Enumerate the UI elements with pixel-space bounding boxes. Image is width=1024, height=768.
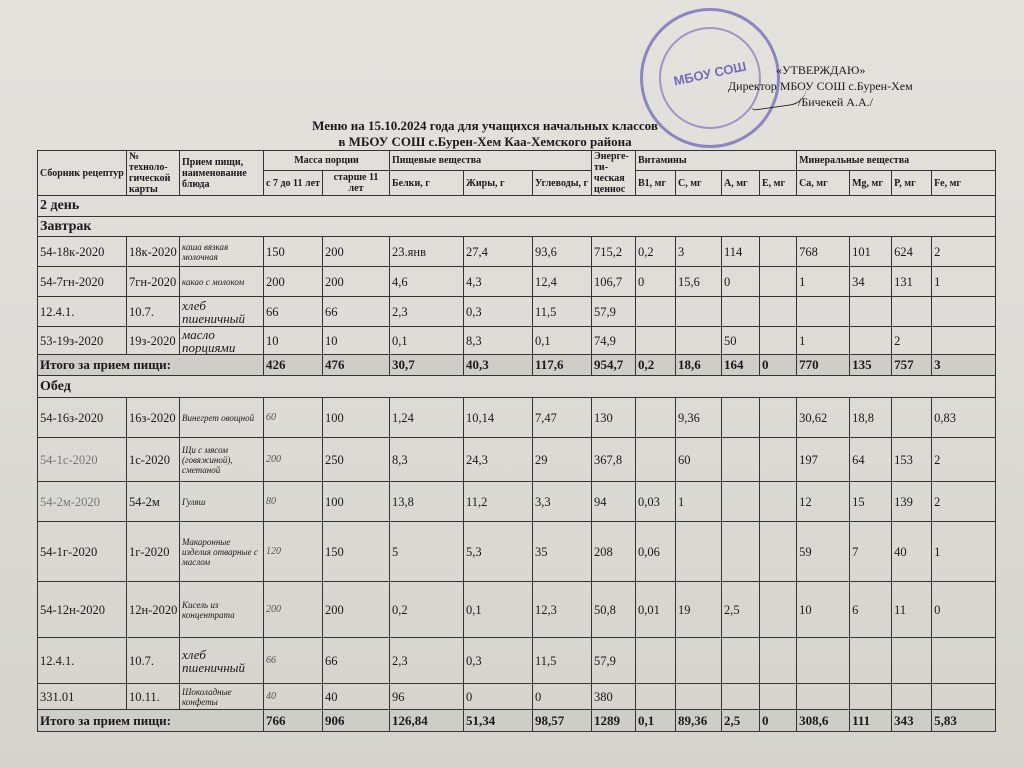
- seal-text: МБОУ СОШ: [672, 58, 748, 89]
- header-portion-mass: Масса порции: [264, 151, 390, 171]
- cell-m2: 200: [323, 237, 390, 267]
- cell-energy: 715,2: [592, 237, 636, 267]
- breakfast-total-row: [38, 355, 996, 376]
- cell-dish: масло порциями: [180, 327, 264, 355]
- cell-card: 12н-2020: [127, 582, 180, 638]
- total-c: 18,6: [676, 355, 722, 376]
- cell-m2: 200: [323, 582, 390, 638]
- cell-c: [676, 297, 722, 327]
- cell-ca: 10: [797, 582, 850, 638]
- total-label: Итого за прием пищи:: [38, 355, 264, 376]
- cell-p: [892, 297, 932, 327]
- cell-dish: хлеб пшеничный: [180, 638, 264, 684]
- cell-dish: каша вязкая молочная: [180, 237, 264, 267]
- cell-fe: 0,83: [932, 398, 996, 438]
- cell-mg: 15: [850, 482, 892, 522]
- cell-p: 2: [892, 327, 932, 355]
- cell-b1: [636, 297, 676, 327]
- cell-e: [760, 482, 797, 522]
- cell-carb: 3,3: [533, 482, 592, 522]
- cell-energy: 130: [592, 398, 636, 438]
- cell-ca: 59: [797, 522, 850, 582]
- cell-energy: 74,9: [592, 327, 636, 355]
- cell-a: [722, 638, 760, 684]
- header-collection: Сборник рецептур: [38, 151, 127, 196]
- table-row: [38, 398, 996, 438]
- cell-card: 10.7.: [127, 297, 180, 327]
- approval-name: /Бичекей А.А./: [798, 95, 873, 109]
- cell-dish: Винегрет овощной: [180, 398, 264, 438]
- cell-m1: 200: [264, 267, 323, 297]
- total-m2: 476: [323, 355, 390, 376]
- total-prot: 126,84: [390, 710, 464, 732]
- cell-fat: 4,3: [464, 267, 533, 297]
- cell-a: [722, 398, 760, 438]
- cell-prot: 0,2: [390, 582, 464, 638]
- cell-e: [760, 297, 797, 327]
- total-energy: 1289: [592, 710, 636, 732]
- cell-m1: 40: [264, 684, 323, 710]
- cell-collection: 54-2м-2020: [38, 482, 127, 522]
- header-energy: Энерге-ти-ческая ценнос: [592, 151, 636, 196]
- cell-card: 1с-2020: [127, 438, 180, 482]
- cell-fat: 5,3: [464, 522, 533, 582]
- cell-mg: 6: [850, 582, 892, 638]
- total-b1: 0,2: [636, 355, 676, 376]
- cell-m1: 200: [264, 438, 323, 482]
- cell-collection: 54-16з-2020: [38, 398, 127, 438]
- cell-p: 40: [892, 522, 932, 582]
- cell-dish: Гуляш: [180, 482, 264, 522]
- cell-fe: 2: [932, 482, 996, 522]
- cell-carb: 11,5: [533, 297, 592, 327]
- cell-p: 624: [892, 237, 932, 267]
- cell-fe: 1: [932, 267, 996, 297]
- cell-e: [760, 267, 797, 297]
- total-m2: 906: [323, 710, 390, 732]
- cell-mg: [850, 297, 892, 327]
- cell-m2: 100: [323, 482, 390, 522]
- cell-c: [676, 638, 722, 684]
- cell-fat: 10,14: [464, 398, 533, 438]
- header-portion-11plus: старше 11 лет: [323, 171, 390, 196]
- total-energy: 954,7: [592, 355, 636, 376]
- header-mg: Mg, мг: [850, 171, 892, 196]
- total-fat: 51,34: [464, 710, 533, 732]
- table-row: [38, 267, 996, 297]
- cell-collection: 54-12н-2020: [38, 582, 127, 638]
- cell-b1: 0,01: [636, 582, 676, 638]
- day-row: [38, 196, 996, 217]
- table-row: [38, 438, 996, 482]
- table-row: [38, 482, 996, 522]
- cell-fat: 0,3: [464, 638, 533, 684]
- cell-c: [676, 522, 722, 582]
- cell-card: 18к-2020: [127, 237, 180, 267]
- header-c: C, мг: [676, 171, 722, 196]
- cell-a: 114: [722, 237, 760, 267]
- cell-m2: 10: [323, 327, 390, 355]
- cell-fe: 0: [932, 582, 996, 638]
- cell-c: [676, 327, 722, 355]
- total-fe: 5,83: [932, 710, 996, 732]
- total-carb: 98,57: [533, 710, 592, 732]
- table-row: [38, 638, 996, 684]
- cell-a: [722, 297, 760, 327]
- cell-m1: 150: [264, 237, 323, 267]
- cell-carb: 0,1: [533, 327, 592, 355]
- header-row-1: [38, 151, 996, 171]
- lunch-total-row: [38, 710, 996, 732]
- cell-c: [676, 684, 722, 710]
- cell-m1: 200: [264, 582, 323, 638]
- header-e: E, мг: [760, 171, 797, 196]
- cell-prot: 4,6: [390, 267, 464, 297]
- cell-fe: 2: [932, 438, 996, 482]
- cell-card: 7гн-2020: [127, 267, 180, 297]
- cell-e: [760, 327, 797, 355]
- lunch-label: Обед: [38, 376, 996, 398]
- cell-prot: 1,24: [390, 398, 464, 438]
- header-dish: Прием пищи, наименование блюда: [180, 151, 264, 196]
- header-proteins: Белки, г: [390, 171, 464, 196]
- cell-ca: [797, 684, 850, 710]
- total-m1: 766: [264, 710, 323, 732]
- cell-a: 50: [722, 327, 760, 355]
- cell-a: [722, 522, 760, 582]
- cell-a: [722, 438, 760, 482]
- cell-carb: 11,5: [533, 638, 592, 684]
- cell-collection: 12.4.1.: [38, 297, 127, 327]
- total-m1: 426: [264, 355, 323, 376]
- cell-m1: 66: [264, 297, 323, 327]
- cell-fat: 8,3: [464, 327, 533, 355]
- cell-a: [722, 482, 760, 522]
- cell-b1: [636, 638, 676, 684]
- cell-energy: 208: [592, 522, 636, 582]
- cell-mg: [850, 684, 892, 710]
- cell-b1: 0,2: [636, 237, 676, 267]
- header-vitamins: Витамины: [636, 151, 797, 171]
- cell-m2: 100: [323, 398, 390, 438]
- cell-mg: 18,8: [850, 398, 892, 438]
- cell-p: 11: [892, 582, 932, 638]
- cell-p: 153: [892, 438, 932, 482]
- cell-fat: 0,1: [464, 582, 533, 638]
- cell-carb: 29: [533, 438, 592, 482]
- cell-mg: [850, 327, 892, 355]
- cell-prot: 13,8: [390, 482, 464, 522]
- cell-b1: 0: [636, 267, 676, 297]
- cell-energy: 106,7: [592, 267, 636, 297]
- cell-collection: 54-7гн-2020: [38, 267, 127, 297]
- cell-m2: 150: [323, 522, 390, 582]
- cell-p: [892, 684, 932, 710]
- breakfast-section-row: [38, 217, 996, 237]
- total-p: 757: [892, 355, 932, 376]
- cell-collection: 54-1г-2020: [38, 522, 127, 582]
- cell-p: [892, 398, 932, 438]
- page-title: [250, 118, 720, 150]
- cell-m1: 60: [264, 398, 323, 438]
- cell-e: [760, 438, 797, 482]
- cell-p: 139: [892, 482, 932, 522]
- header-p: P, мг: [892, 171, 932, 196]
- total-mg: 111: [850, 710, 892, 732]
- cell-b1: [636, 398, 676, 438]
- cell-fat: 0,3: [464, 297, 533, 327]
- cell-mg: 101: [850, 237, 892, 267]
- total-ca: 308,6: [797, 710, 850, 732]
- cell-prot: 2,3: [390, 638, 464, 684]
- header-fats: Жиры, г: [464, 171, 533, 196]
- cell-fe: [932, 638, 996, 684]
- cell-b1: [636, 327, 676, 355]
- cell-card: 16з-2020: [127, 398, 180, 438]
- cell-m2: 250: [323, 438, 390, 482]
- cell-prot: 2,3: [390, 297, 464, 327]
- cell-c: 19: [676, 582, 722, 638]
- cell-carb: 7,47: [533, 398, 592, 438]
- total-b1: 0,1: [636, 710, 676, 732]
- cell-m1: 66: [264, 638, 323, 684]
- cell-m2: 40: [323, 684, 390, 710]
- title-line-1: Меню на 15.10.2024 года для учащихся начальных классов: [312, 118, 658, 133]
- cell-prot: 0,1: [390, 327, 464, 355]
- total-prot: 30,7: [390, 355, 464, 376]
- header-carbs: Углеводы, г: [533, 171, 592, 196]
- total-fat: 40,3: [464, 355, 533, 376]
- table-row: [38, 522, 996, 582]
- cell-ca: [797, 638, 850, 684]
- cell-energy: 367,8: [592, 438, 636, 482]
- cell-c: 15,6: [676, 267, 722, 297]
- lunch-section-row: [38, 376, 996, 398]
- cell-collection: 12.4.1.: [38, 638, 127, 684]
- header-minerals: Минеральные вещества: [797, 151, 996, 171]
- cell-m2: 66: [323, 297, 390, 327]
- cell-a: 0: [722, 267, 760, 297]
- cell-c: 60: [676, 438, 722, 482]
- cell-c: 1: [676, 482, 722, 522]
- approval-director: Директор МБОУ СОШ с.Бурен-Хем: [728, 79, 913, 93]
- cell-energy: 57,9: [592, 297, 636, 327]
- cell-ca: 768: [797, 237, 850, 267]
- header-a: A, мг: [722, 171, 760, 196]
- cell-dish: Шоколадные конфеты: [180, 684, 264, 710]
- cell-card: 10.7.: [127, 638, 180, 684]
- cell-collection: 331.01: [38, 684, 127, 710]
- cell-a: [722, 684, 760, 710]
- header-ca: Ca, мг: [797, 171, 850, 196]
- header-fe: Fe, мг: [932, 171, 996, 196]
- cell-prot: 96: [390, 684, 464, 710]
- total-ca: 770: [797, 355, 850, 376]
- cell-e: [760, 398, 797, 438]
- table-row: [38, 582, 996, 638]
- cell-e: [760, 684, 797, 710]
- cell-carb: 12,3: [533, 582, 592, 638]
- cell-a: 2,5: [722, 582, 760, 638]
- cell-carb: 0: [533, 684, 592, 710]
- cell-card: 54-2м: [127, 482, 180, 522]
- cell-b1: 0,06: [636, 522, 676, 582]
- cell-dish: Кисель из концентрата: [180, 582, 264, 638]
- cell-c: 3: [676, 237, 722, 267]
- cell-fat: 24,3: [464, 438, 533, 482]
- cell-ca: 1: [797, 327, 850, 355]
- cell-fe: [932, 327, 996, 355]
- cell-e: [760, 522, 797, 582]
- cell-dish: хлеб пшеничный: [180, 297, 264, 327]
- cell-fat: 0: [464, 684, 533, 710]
- cell-mg: [850, 638, 892, 684]
- total-fe: 3: [932, 355, 996, 376]
- cell-collection: 53-19з-2020: [38, 327, 127, 355]
- cell-m2: 66: [323, 638, 390, 684]
- cell-b1: [636, 438, 676, 482]
- menu-table: [37, 150, 996, 732]
- total-carb: 117,6: [533, 355, 592, 376]
- cell-e: [760, 237, 797, 267]
- header-tech-card: № техноло-гической карты: [127, 151, 180, 196]
- cell-dish: Щи с мясом (говяжиной), сметаной: [180, 438, 264, 482]
- cell-e: [760, 638, 797, 684]
- total-e: 0: [760, 710, 797, 732]
- cell-card: 10.11.: [127, 684, 180, 710]
- title-line-2: в МБОУ СОШ с.Бурен-Хем Каа-Хемского района: [338, 134, 632, 149]
- cell-energy: 94: [592, 482, 636, 522]
- header-b1: B1, мг: [636, 171, 676, 196]
- total-a: 164: [722, 355, 760, 376]
- cell-b1: 0,03: [636, 482, 676, 522]
- cell-energy: 380: [592, 684, 636, 710]
- cell-fe: [932, 297, 996, 327]
- cell-c: 9,36: [676, 398, 722, 438]
- cell-ca: 30,62: [797, 398, 850, 438]
- cell-carb: 93,6: [533, 237, 592, 267]
- cell-ca: 1: [797, 267, 850, 297]
- cell-e: [760, 582, 797, 638]
- table-row: [38, 684, 996, 710]
- cell-m1: 120: [264, 522, 323, 582]
- cell-card: 1г-2020: [127, 522, 180, 582]
- table-row: [38, 327, 996, 355]
- cell-prot: 5: [390, 522, 464, 582]
- cell-dish: какао с молоком: [180, 267, 264, 297]
- day-label: 2 день: [38, 196, 996, 217]
- cell-card: 19з-2020: [127, 327, 180, 355]
- cell-prot: 8,3: [390, 438, 464, 482]
- approval-heading: «УТВЕРЖДАЮ»: [776, 63, 866, 77]
- table-row: [38, 297, 996, 327]
- total-c: 89,36: [676, 710, 722, 732]
- cell-b1: [636, 684, 676, 710]
- breakfast-label: Завтрак: [38, 217, 996, 237]
- total-e: 0: [760, 355, 797, 376]
- cell-mg: 7: [850, 522, 892, 582]
- cell-fat: 27,4: [464, 237, 533, 267]
- cell-fe: 2: [932, 237, 996, 267]
- cell-dish: Макаронные изделия отварные с маслом: [180, 522, 264, 582]
- cell-energy: 50,8: [592, 582, 636, 638]
- cell-carb: 35: [533, 522, 592, 582]
- cell-ca: 197: [797, 438, 850, 482]
- cell-p: [892, 638, 932, 684]
- cell-mg: 34: [850, 267, 892, 297]
- cell-fat: 11,2: [464, 482, 533, 522]
- total-label: Итого за прием пищи:: [38, 710, 264, 732]
- cell-m1: 10: [264, 327, 323, 355]
- cell-carb: 12,4: [533, 267, 592, 297]
- cell-prot: 23.янв: [390, 237, 464, 267]
- cell-collection: 54-1с-2020: [38, 438, 127, 482]
- total-mg: 135: [850, 355, 892, 376]
- cell-m1: 80: [264, 482, 323, 522]
- cell-fe: [932, 684, 996, 710]
- table-row: [38, 237, 996, 267]
- cell-energy: 57,9: [592, 638, 636, 684]
- cell-collection: 54-18к-2020: [38, 237, 127, 267]
- cell-p: 131: [892, 267, 932, 297]
- header-portion-7-11: с 7 до 11 лет: [264, 171, 323, 196]
- total-p: 343: [892, 710, 932, 732]
- cell-ca: 12: [797, 482, 850, 522]
- total-a: 2,5: [722, 710, 760, 732]
- cell-fe: 1: [932, 522, 996, 582]
- cell-mg: 64: [850, 438, 892, 482]
- cell-ca: [797, 297, 850, 327]
- cell-m2: 200: [323, 267, 390, 297]
- header-nutrients: Пищевые вещества: [390, 151, 592, 171]
